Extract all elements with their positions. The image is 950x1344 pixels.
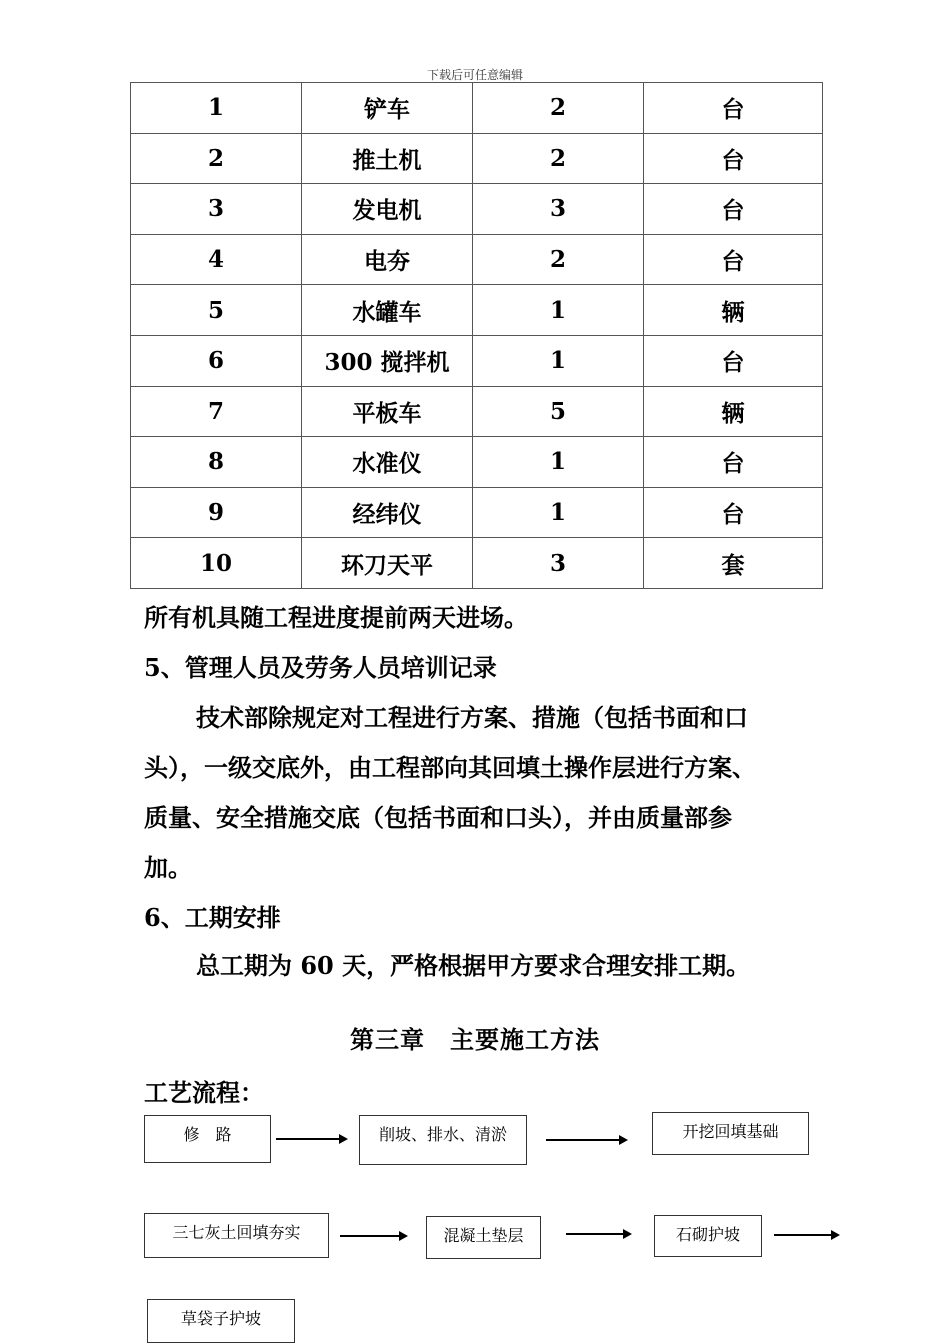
flow-title: 工艺流程： [144, 1078, 264, 1107]
table-cell: 辆 [644, 386, 823, 437]
table-cell: 铲车 [302, 83, 473, 134]
table-row [131, 487, 823, 538]
chapter-title: 第三章 主要施工方法 [350, 1025, 600, 1054]
table-cell: 8 [131, 437, 302, 488]
flow-arrow [566, 1233, 630, 1235]
table-cell: 经纬仪 [302, 487, 473, 538]
table-cell: 1 [473, 335, 644, 386]
flow-step-concrete: 混凝土垫层 [426, 1216, 541, 1259]
table-cell: 3 [473, 538, 644, 589]
table-row [131, 184, 823, 235]
flow-step-stone: 石砌护坡 [654, 1215, 762, 1257]
table-cell: 2 [473, 234, 644, 285]
table-cell: 9 [131, 487, 302, 538]
flow-arrow [546, 1139, 626, 1141]
flow-step-lime-soil: 三七灰土回填夯实 [144, 1213, 329, 1258]
section-5-title: 5、管理人员及劳务人员培训记录 [144, 653, 497, 682]
table-cell: 台 [644, 184, 823, 235]
section-6-body: 总工期为 60 天，严格根据甲方要求合理安排工期。 [196, 951, 751, 980]
equipment-table [130, 82, 823, 589]
section-5-line-2: 头），一级交底外，由工程部向其回填土操作层进行方案、 [144, 753, 756, 782]
table-row [131, 386, 823, 437]
table-cell: 3 [473, 184, 644, 235]
table-cell: 台 [644, 335, 823, 386]
header-note: 下载后可任意编辑 [426, 68, 523, 82]
table-cell: 环刀天平 [302, 538, 473, 589]
flow-arrow [774, 1234, 838, 1236]
table-cell: 7 [131, 386, 302, 437]
table-cell: 3 [131, 184, 302, 235]
table-row [131, 437, 823, 488]
section-5-line-3: 质量、安全措施交底（包括书面和口头），并由质量部参 [144, 803, 732, 832]
flow-step-road: 修 路 [144, 1115, 271, 1163]
table-cell: 台 [644, 487, 823, 538]
table-row [131, 335, 823, 386]
table-cell: 2 [473, 83, 644, 134]
table-cell: 300 搅拌机 [302, 335, 473, 386]
table-cell: 推土机 [302, 133, 473, 184]
table-cell: 5 [131, 285, 302, 336]
flow-step-straw-bag: 草袋子护坡 [147, 1299, 295, 1343]
flow-step-slope-drain: 削坡、排水、清淤 [359, 1115, 527, 1165]
table-cell: 1 [473, 285, 644, 336]
flow-arrow [340, 1235, 406, 1237]
table-cell: 台 [644, 133, 823, 184]
table-cell: 水准仪 [302, 437, 473, 488]
table-cell: 电夯 [302, 234, 473, 285]
table-row [131, 285, 823, 336]
section-5-line-4: 加。 [144, 853, 192, 882]
table-cell: 平板车 [302, 386, 473, 437]
table-cell: 4 [131, 234, 302, 285]
section-5-line-1: 技术部除规定对工程进行方案、措施（包括书面和口 [196, 703, 748, 732]
table-row [131, 234, 823, 285]
table-cell: 6 [131, 335, 302, 386]
table-cell: 2 [473, 133, 644, 184]
table-cell: 1 [131, 83, 302, 134]
table-row [131, 83, 823, 134]
table-cell: 水罐车 [302, 285, 473, 336]
flow-arrow [276, 1138, 346, 1140]
table-cell: 10 [131, 538, 302, 589]
table-cell: 辆 [644, 285, 823, 336]
section-6-title: 6、工期安排 [144, 903, 281, 932]
table-row [131, 538, 823, 589]
table-cell: 1 [473, 487, 644, 538]
table-cell: 台 [644, 234, 823, 285]
table-row [131, 133, 823, 184]
table-cell: 台 [644, 437, 823, 488]
table-cell: 1 [473, 437, 644, 488]
table-cell: 发电机 [302, 184, 473, 235]
table-cell: 台 [644, 83, 823, 134]
table-cell: 5 [473, 386, 644, 437]
flow-step-excavate: 开挖回填基础 [652, 1112, 809, 1155]
table-cell: 2 [131, 133, 302, 184]
table-cell: 套 [644, 538, 823, 589]
equipment-note: 所有机具随工程进度提前两天进场。 [144, 603, 528, 632]
